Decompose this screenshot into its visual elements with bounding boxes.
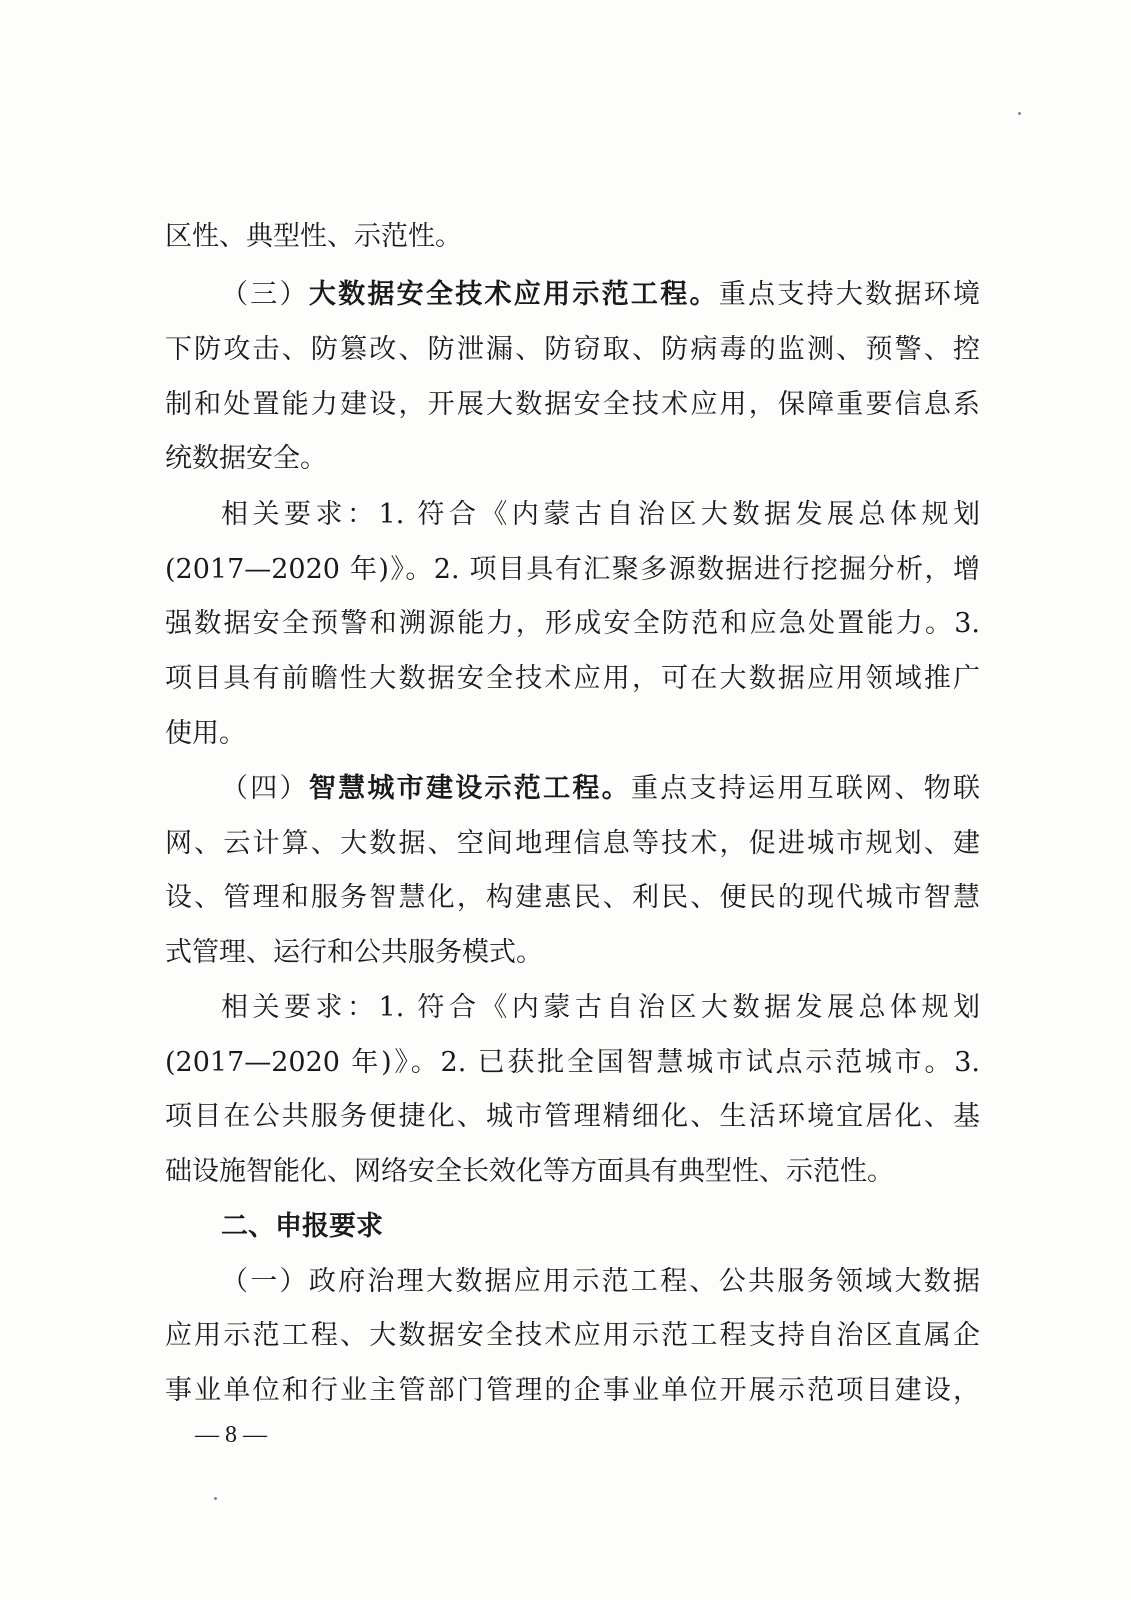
paragraph-line: 统数据安全。 xyxy=(165,443,327,474)
requirements-line: 相关要求：1. 符合《内蒙古自治区大数据发展总体规划 xyxy=(221,992,980,1023)
paragraph-line: 下防攻击、防篡改、防泄漏、防窃取、防病毒的监测、预警、控 xyxy=(165,334,980,365)
section-four-heading-line xyxy=(165,762,980,816)
scan-speck xyxy=(1018,112,1021,115)
paragraph-line: 应用示范工程、大数据安全技术应用示范工程支持自治区直属企 xyxy=(165,1320,980,1351)
scan-speck xyxy=(214,1497,217,1500)
paragraph-line: 强数据安全预警和溯源能力，形成安全防范和应急处置能力。3. xyxy=(165,608,980,639)
paragraph-line: 础设施智能化、网络安全长效化等方面具有典型性、示范性。 xyxy=(165,1156,894,1187)
paragraph-line: 项目在公共服务便捷化、城市管理精细化、生活环境宜居化、基 xyxy=(165,1101,980,1132)
paragraph-line: 项目具有前瞻性大数据安全技术应用，可在大数据应用领域推广 xyxy=(165,663,980,694)
paragraph-line: (2017—2020 年)》。2. 项目具有汇聚多源数据进行挖掘分析，增 xyxy=(165,554,980,585)
section-number: （四） xyxy=(221,773,309,804)
section-three-heading-line xyxy=(165,268,980,322)
page-number: — 8 — xyxy=(195,1422,267,1448)
paragraph-line: 网、云计算、大数据、空间地理信息等技术，促进城市规划、建 xyxy=(165,828,980,859)
chapter-heading: 二、申报要求 xyxy=(221,1211,383,1242)
paragraph-line: 设、管理和服务智慧化，构建惠民、利民、便民的现代城市智慧 xyxy=(165,882,980,913)
paragraph-line: 事业单位和行业主管部门管理的企事业单位开展示范项目建设， xyxy=(165,1375,980,1406)
section-number: （三） xyxy=(221,279,309,310)
paragraph-line: 使用。 xyxy=(165,718,246,749)
requirements-line: 相关要求：1. 符合《内蒙古自治区大数据发展总体规划 xyxy=(221,499,980,530)
section-title: 大数据安全技术应用示范工程。 xyxy=(308,279,719,310)
section-title: 智慧城市建设示范工程。 xyxy=(308,773,631,804)
section-text: 重点支持大数据环境 xyxy=(718,279,980,310)
paragraph-line: (2017—2020 年)》。2. 已获批全国智慧城市试点示范城市。3. xyxy=(165,1047,980,1078)
paragraph-line: （一）政府治理大数据应用示范工程、公共服务领域大数据 xyxy=(221,1266,980,1297)
paragraph-line: 区性、典型性、示范性。 xyxy=(165,221,462,252)
paragraph-line: 式管理、运行和公共服务模式。 xyxy=(165,937,543,968)
section-text: 重点支持运用互联网、物联 xyxy=(630,773,980,804)
paragraph-line: 制和处置能力建设，开展大数据安全技术应用，保障重要信息系 xyxy=(165,389,980,420)
